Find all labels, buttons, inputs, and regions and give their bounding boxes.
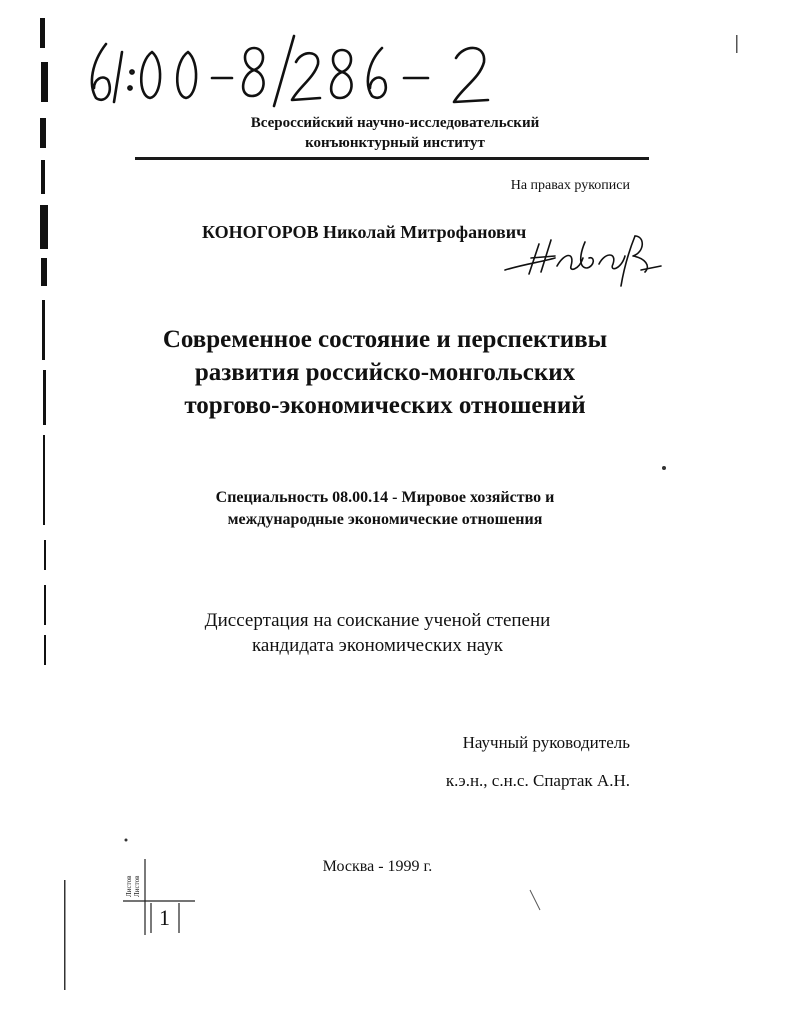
thesis-title-line-1: Современное состояние и перспективы <box>162 326 608 353</box>
degree-line-2: кандидата экономических наук <box>251 635 504 656</box>
city-year: Москва - 1999 г. <box>322 858 433 875</box>
specialty-line-1: Специальность 08.00.14 - Мировое хозяйство и <box>215 489 555 506</box>
degree-line-1: Диссертация на соискание ученой степени <box>204 610 551 631</box>
advisor-role: Научный руководитель <box>462 733 630 752</box>
manuscript-rights-note: На правах рукописи <box>510 178 630 193</box>
stamp-label-a: Листов <box>125 875 133 897</box>
signature-scribble <box>495 222 670 290</box>
stamp-label-b: Листов <box>133 875 141 897</box>
archive-number-handwritten <box>84 22 514 108</box>
library-stamp <box>117 855 197 935</box>
specialty-line-2: международные экономические отношения <box>227 511 543 528</box>
header-divider <box>135 157 649 160</box>
thesis-title-line-3: торгово-экономических отношений <box>184 392 586 419</box>
archive-number-handwriting <box>84 22 514 108</box>
institute-name-line-1: Всероссийский научно-исследовательский <box>250 115 540 131</box>
thesis-title-line-2: развития российско-монгольских <box>194 359 576 386</box>
institute-name-line-2: конъюнктурный институт <box>305 135 485 151</box>
stamp-sheet-count: 1 <box>159 905 170 930</box>
advisor-name: к.э.н., с.н.с. Спартак А.Н. <box>445 771 630 790</box>
author-name: КОНОГОРОВ Николай Митрофанович <box>202 222 527 242</box>
author-signature <box>495 222 670 290</box>
